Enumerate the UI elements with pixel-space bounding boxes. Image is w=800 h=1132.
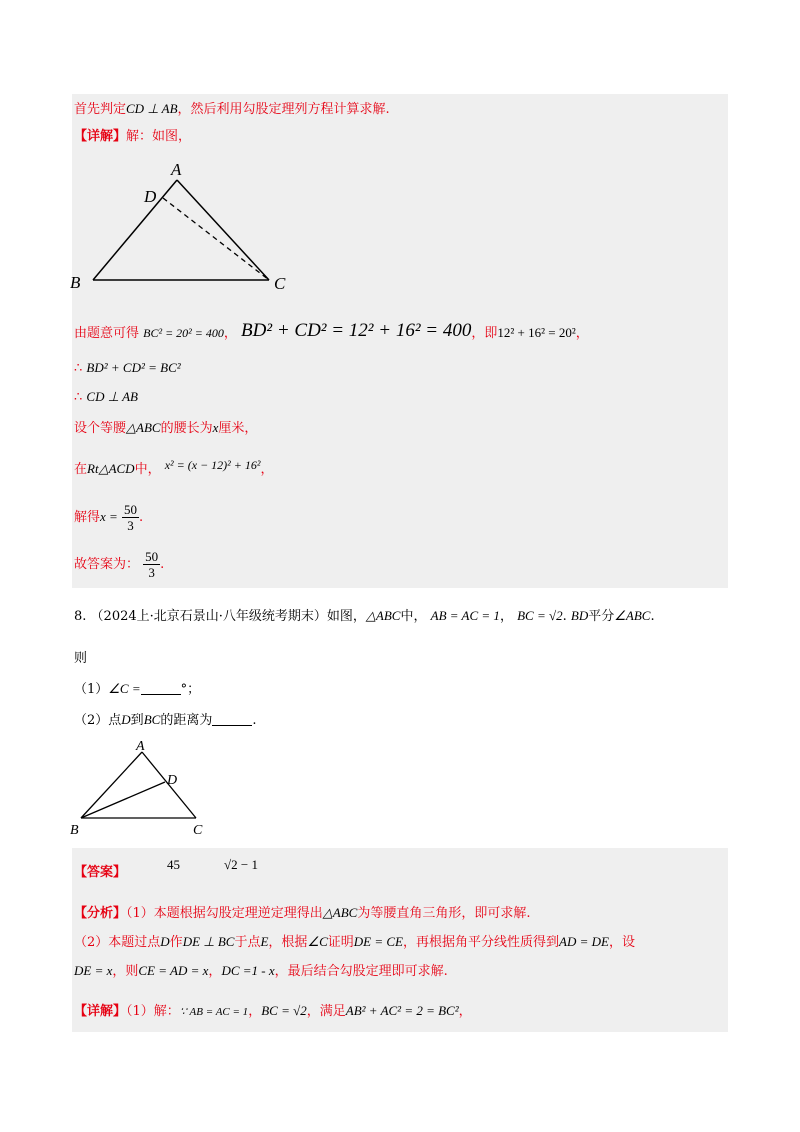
text-segment: ，最后结合勾股定理即可求解. xyxy=(274,964,448,979)
detail-tag: 【详解】 xyxy=(74,129,127,144)
label-b: B xyxy=(70,823,79,838)
label-d: D xyxy=(144,187,157,206)
text-segment: ，满足 xyxy=(306,1004,346,1019)
text-segment: 作 xyxy=(169,935,183,950)
text-segment: . xyxy=(252,713,257,728)
text-segment: ， xyxy=(458,1004,472,1019)
segment-bd xyxy=(81,782,165,818)
math-angle-c: ∠C xyxy=(307,934,328,949)
analysis-line-8c xyxy=(74,962,448,981)
detail-tag: 【详解】 xyxy=(74,1004,127,1019)
math-x-equals: x = xyxy=(100,509,118,524)
text-segment: 由题意可得 xyxy=(74,326,140,341)
math-bd-cd-sum: BD² + CD² = 12² + 16² = 400 xyxy=(241,320,472,341)
analysis-line-7 xyxy=(74,100,390,119)
problem-source: （2024上·北京石景山·八年级统考期末）如图， xyxy=(90,609,366,624)
text-segment: ，即 xyxy=(471,326,498,341)
text-segment: ，则 xyxy=(112,964,139,979)
text-segment: 中， xyxy=(400,609,427,624)
solve-line xyxy=(74,500,143,535)
math-rt-acd: Rt△ACD xyxy=(87,461,135,476)
math-pythag-check: 12² + 16² = 20² xyxy=(497,325,576,340)
math-pythag-sum: AB² + AC² = 2 = BC² xyxy=(345,1003,459,1018)
math-var-x: x xyxy=(212,420,219,435)
text-segment: ， xyxy=(499,609,513,624)
answer-line-8 xyxy=(74,864,126,882)
figure-triangle-8 xyxy=(66,740,226,840)
text-segment: °； xyxy=(180,682,201,697)
question-2 xyxy=(74,711,256,730)
text-segment: 于点 xyxy=(234,935,261,950)
text-segment: （1）解： xyxy=(126,1004,180,1019)
text-segment: ， xyxy=(223,326,237,341)
detail-line-7 xyxy=(74,128,191,146)
answer-blank-1 xyxy=(141,681,181,695)
math-point-d: D xyxy=(121,712,131,727)
answer-sqrt2-minus-1: √2 − 1 xyxy=(224,857,258,872)
text-segment: . xyxy=(160,557,165,572)
text-segment: 为等腰直角三角形，即可求解. xyxy=(357,906,531,921)
text-segment: ， xyxy=(575,326,589,341)
segment-ba xyxy=(81,752,142,818)
math-converse-pythag: BD² + CD² = BC² xyxy=(86,360,181,375)
analysis-tag: 【分析】 xyxy=(74,906,127,921)
segment-cd-dashed xyxy=(163,198,269,280)
text-segment: 平分 xyxy=(588,609,615,624)
text-segment: 的距离为 xyxy=(160,713,213,728)
text-segment: 中， xyxy=(134,462,161,477)
math-triangle-abc: △ABC xyxy=(126,420,161,435)
answer-value-2 xyxy=(224,856,258,874)
label-a: A xyxy=(171,160,182,179)
math-equation: x² = (x − 12)² + 16² xyxy=(164,458,261,472)
problem-number: 8. xyxy=(74,609,87,624)
therefore-symbol: ∴ xyxy=(74,361,83,376)
therefore-symbol: ∴ xyxy=(74,390,83,405)
text-segment: . xyxy=(650,609,655,624)
question-1 xyxy=(74,680,200,699)
text-segment: 设个等腰 xyxy=(74,421,127,436)
fraction-denominator: 3 xyxy=(148,565,155,580)
fraction-50-3 xyxy=(122,502,139,533)
math-triangle-abc: △ABC xyxy=(365,608,401,623)
math-bc-squared: BC² = 20² = 400 xyxy=(143,326,224,340)
label-b: B xyxy=(70,273,81,292)
answer-blank-2 xyxy=(212,712,252,726)
text-segment: （1）本题根据勾股定理逆定理得出 xyxy=(126,906,323,921)
label-c: C xyxy=(274,274,286,293)
figure-triangle-7 xyxy=(66,158,306,298)
segment-ac xyxy=(177,180,269,280)
math-bc: BC = √2 xyxy=(517,608,563,623)
text-segment: . xyxy=(138,510,144,525)
fraction-numerator: 50 xyxy=(145,549,159,564)
answer-value-1 xyxy=(167,856,180,874)
text-segment: （1） xyxy=(74,682,109,697)
label-d: D xyxy=(167,773,178,788)
text-segment: 解得 xyxy=(74,510,101,525)
text-segment: 则 xyxy=(74,651,88,666)
text-segment: ， xyxy=(248,1004,262,1019)
text-segment: 故答案为： xyxy=(74,557,140,572)
given-line xyxy=(74,322,589,343)
answer-line-7 xyxy=(74,548,164,582)
answer-45: 45 xyxy=(167,857,180,872)
text-segment: （2）点 xyxy=(74,713,122,728)
text-segment: 在 xyxy=(74,462,88,477)
therefore-line-1 xyxy=(74,359,181,378)
analysis-line-8a xyxy=(74,904,531,923)
math-ad-eq-de: AD = DE xyxy=(559,934,609,949)
math-bd: BD xyxy=(570,608,589,623)
math-point-e: E xyxy=(260,934,269,949)
problem-8-statement xyxy=(74,607,655,626)
text-segment: ， xyxy=(208,964,222,979)
detail-text: 解：如图， xyxy=(126,129,192,144)
problem-8-then xyxy=(74,650,87,668)
text-segment: 厘米， xyxy=(218,421,258,436)
segment-ba xyxy=(93,180,177,280)
math-cd-perp-ab: CD ⊥ AB xyxy=(126,101,178,116)
math-angle-abc: ∠ABC xyxy=(614,608,651,623)
math-dc-eq: DC =1 - x xyxy=(221,963,275,978)
equation-line xyxy=(74,456,273,479)
fraction-denominator: 3 xyxy=(127,518,134,533)
math-bc-sqrt2: BC = √2 xyxy=(261,1003,307,1018)
label-c: C xyxy=(193,823,203,838)
text-segment: 证明 xyxy=(327,935,354,950)
math-triangle-abc: △ABC xyxy=(322,905,358,920)
text-segment: 的腰长为 xyxy=(160,421,213,436)
detail-line-8 xyxy=(74,1002,472,1021)
math-de-eq-x: DE = x xyxy=(74,963,113,978)
text-segment: ，根据 xyxy=(268,935,308,950)
text-segment: . xyxy=(562,609,567,624)
math-bc: BC xyxy=(143,712,161,727)
math-ab-ac-1: ∵ AB = AC = 1 xyxy=(179,1006,249,1018)
text-segment: ， xyxy=(260,462,274,477)
math-ce-ad-x: CE = AD = x xyxy=(138,963,209,978)
fraction-numerator: 50 xyxy=(123,502,137,517)
let-line xyxy=(74,419,257,438)
therefore-line-2 xyxy=(74,388,138,407)
text-segment: ，然后利用勾股定理列方程计算求解. xyxy=(177,102,390,117)
math-de-eq-ce: DE = CE xyxy=(353,934,403,949)
text-segment: 到 xyxy=(130,713,144,728)
math-angle-c: ∠C = xyxy=(108,681,141,696)
fraction-50-3 xyxy=(143,549,160,580)
math-de-perp-bc: DE ⊥ BC xyxy=(182,934,235,949)
text-segment: （2）本题过点 xyxy=(74,935,161,950)
math-ab-ac: AB = AC = 1 xyxy=(430,608,500,623)
text-segment: 首先判定 xyxy=(74,102,127,117)
math-point-d: D xyxy=(160,934,170,949)
label-a: A xyxy=(136,740,145,754)
answer-tag: 【答案】 xyxy=(74,865,127,880)
text-segment: ，再根据角平分线性质得到 xyxy=(403,935,560,950)
math-cd-perp-ab: CD ⊥ AB xyxy=(86,389,138,404)
analysis-line-8b xyxy=(74,933,635,952)
text-segment: ，设 xyxy=(608,935,635,950)
